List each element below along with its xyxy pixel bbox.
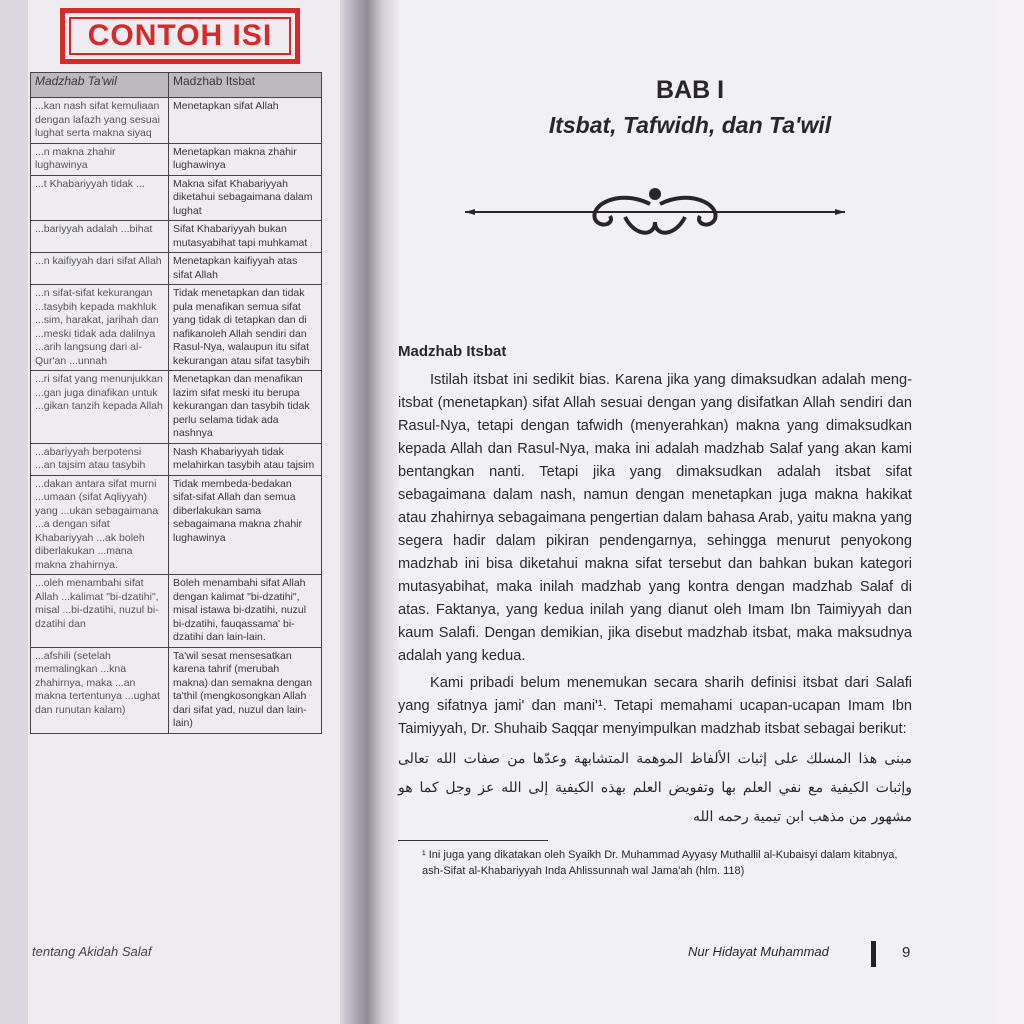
table-row — [31, 253, 322, 285]
itsbat-cell: Makna sifat Khabariyyah diketahui sebagaimana dalam lughat — [169, 175, 322, 221]
tawil-cell: ...t Khabariyyah tidak ... — [31, 175, 169, 221]
itsbat-cell: Menetapkan kaifiyyah atas sifat Allah — [169, 253, 322, 285]
paragraph: Kami pribadi belum menemukan secara sharih definisi itsbat dari Salafi yang sifatnya jami' dan mani'¹. Tetapi memahami ucapan-ucapan Imam Ibn Taimiyyah, Dr. Shuhaib Saqqar menyimpulkan madzhab itsbat sebagai berikut: — [398, 675, 912, 737]
itsbat-cell: Nash Khabariyyah tidak melahirkan tasybih atau tajsim — [169, 443, 322, 475]
tawil-cell: ...n sifat-sifat kekurangan ...tasybih kepada makhluk ...sim, harakat, jarihah dan ...meski tidak ada dalilnya ...arih langsung dari al-Qur'an ...unnah — [31, 285, 169, 371]
footer-author: Nur Hidayat Muhammad — [688, 944, 829, 959]
itsbat-cell: Sifat Khabariyyah bukan mutasyabihat tapi muhkamat — [169, 221, 322, 253]
table-row — [31, 221, 322, 253]
arabic-quote: مبنى هذا المسلك على إثبات الألفاظ الموهمة المتشابهة وعدّها من صفات الله تعالى وإثبات الكيفية مع نفي العلم بها وتفويض العلم بهذه الكيفية إلى الله عز وجل كما هو مشهور من مذهب ابن تيمية رحمه الله — [398, 751, 912, 825]
ornament-divider-icon — [465, 182, 845, 242]
itsbat-cell: Menetapkan sifat Allah — [169, 98, 322, 144]
itsbat-cell: Menetapkan dan menafikan lazim sifat meski itu berupa kekurangan dan tasybih tidak perlu selama tidak ada nashnya — [169, 371, 322, 444]
book-gutter — [340, 0, 400, 1024]
itsbat-cell: Tidak membeda-bedakan sifat-sifat Allah dan semua diberlakukan sama sebagaimana makna zhahir lughawinya — [169, 475, 322, 575]
comparison-table — [30, 72, 322, 734]
page-number: 9 — [902, 944, 911, 961]
table-row — [31, 143, 322, 175]
table-row — [31, 443, 322, 475]
tawil-cell: ...kan nash sifat kemuliaan dengan lafazh yang sesuai lughat serta makna siyaq — [31, 98, 169, 144]
table-header: Madzhab Ta'wil — [31, 73, 169, 98]
tawil-cell: ...oleh menambahi sifat Allah ...kalimat "bi-dzatihi", misal ...bi-dzatihi, nuzul bi-dzatihi dan — [31, 575, 169, 648]
table-row — [31, 175, 322, 221]
table-row — [31, 285, 322, 371]
main-text-flow — [398, 369, 912, 879]
table-header: Madzhab Itsbat — [169, 73, 322, 98]
itsbat-cell: Ta'wil sesat mensesatkan karena tahrif (merubah makna) dan semakna dengan ta'thil (mengkosongkan Allah dari sifat yad, nuzul dan lain-lain) — [169, 647, 322, 733]
section-heading: Madzhab Itsbat — [398, 343, 507, 360]
table-row — [31, 475, 322, 575]
page-edge — [0, 0, 30, 1024]
tawil-cell: ...abariyyah berpotensi ...an tajsim atau tasybih — [31, 443, 169, 475]
left-footer: tentang Akidah Salaf — [32, 944, 152, 959]
itsbat-cell: Tidak menetapkan dan tidak pula menafikan semua sifat yang tidak di tetapkan dan di nafikanoleh Allah sendiri dan Rasul-Nya, walaupun itu sifat kekurangan atau sifat tasybih — [169, 285, 322, 371]
table-row — [31, 98, 322, 144]
tawil-cell: ...afshili (setelah memalingkan ...kna zhahirnya, maka ...an makna tertentunya ...ughat dan runutan kalam) — [31, 647, 169, 733]
table-row — [31, 647, 322, 733]
tawil-cell: ...dakan antara sifat murni ...umaan (sifat Aqliyyah) yang ...ukan sebagaimana ...a dengan sifat Khabariyyah ...ak boleh diberlakukan ...mana makna zhahirnya. — [31, 475, 169, 575]
stamp-text: CONTOH ISI — [87, 19, 273, 52]
paragraph: Istilah itsbat ini sedikit bias. Karena jika yang dimaksudkan adalah meng-itsbat (menetapkan) sifat Allah sesuai dengan yang disifatkan Allah sendiri dan Rasul-Nya, tetapi dengan tafwidh (menyerahkan) makna yang dimaksudkan kepada Allah dan Rasul-Nya, maka ini adalah madzhab Salaf yang akan kami bentangkan nanti. Tetapi jika yang dimaksudkan adalah itsbat sifat sebagaimana dalam nash, namun dengan menetapkan juga makna hakikat atau zhahirnya sebagaimana pengertian dalam bahasa Arab, yaitu makna yang segera hadir dalam pikiran pendengarnya, sehingga menurut penyokong madzhab ini bisa diketahui makna sifat tersebut dan bahkan bukan kategori mutasyabihat, maka inilah madzhab yang kontra dengan madzhab Salaf di atas. Faktanya, yang kedua inilah yang dianut oleh Imam Ibn Taimiyyah dan kaum Salafi. Dengan demikian, jika disebut madzhab itsbat, maka maksudnya adalah yang kedua. — [398, 372, 912, 664]
itsbat-cell: Menetapkan makna zhahir lughawinya — [169, 143, 322, 175]
body-text — [398, 369, 912, 741]
tawil-cell: ...n kaifiyyah dari sifat Allah — [31, 253, 169, 285]
table-row — [31, 371, 322, 444]
tawil-cell: ...ri sifat yang menunjukkan ...gan juga dinafikan untuk ...gikan tanzih kepada Allah — [31, 371, 169, 444]
tawil-cell: ...bariyyah adalah ...bihat — [31, 221, 169, 253]
footnote: ¹ Ini juga yang dikatakan oleh Syaikh Dr. Muhammad Ayyasy Muthallil al-Kubaisyi dalam kitabnya, ash-Sifat al-Khabariyyah Inda Ahlissunnah wal Jama'ah (hlm. 118) — [422, 849, 898, 877]
itsbat-cell: Boleh menambahi sifat Allah dengan kalimat "bi-dzatihi", misal istawa bi-dzatihi, nuzul bi-dzatihi, fauqassama' bi-dzatihi dan lain-lain. — [169, 575, 322, 648]
table-row — [31, 575, 322, 648]
tawil-cell: ...n makna zhahir lughawinya — [31, 143, 169, 175]
footer-bar — [871, 941, 876, 967]
chapter-label: BAB I — [655, 76, 725, 104]
sample-stamp — [60, 8, 300, 64]
footnote-divider — [398, 840, 548, 841]
chapter-title: Itsbat, Tafwidh, dan Ta'wil — [548, 112, 832, 138]
